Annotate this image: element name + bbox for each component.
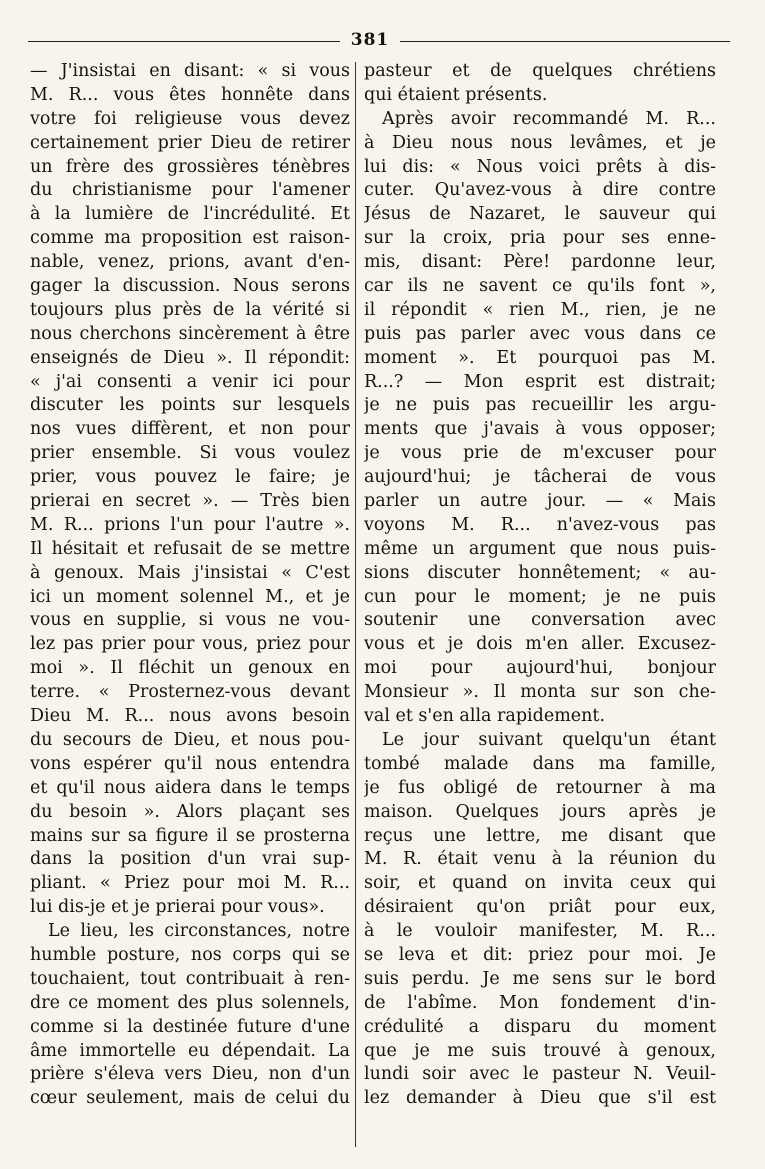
right-column-line: il répondit « rien M., rien, je ne [364,299,716,320]
left-column-line: dre ce moment des plus solennels, [30,992,350,1013]
right-column-line: que je me suis trouvé à genoux, [364,1040,716,1061]
page-header [28,30,730,52]
left-column-line: vous en supplie, si vous ne vou- [30,610,350,631]
right-column-line: je vous prie de m'excuser pour [364,443,716,464]
right-column-line: Le jour suivant quelqu'un étant [382,729,716,750]
right-column-line: de l'abîme. Mon fondement d'in- [364,992,716,1013]
right-column-line: Jésus de Nazaret, le sauveur qui [364,204,716,225]
left-column-line: comme si la destinée future d'une [30,1016,350,1037]
right-column-line: je fus obligé de retourner à ma [364,777,716,798]
right-column-line: cun pour le moment; je ne puis [364,586,716,607]
left-column-line: comme ma proposition est raison- [30,228,350,249]
left-column-line: prier, vous pouvez le faire; je [30,467,350,488]
left-column-line: prier ensemble. Si vous voulez [30,443,350,464]
right-column-line: Monsieur ». Il monta sur son che- [364,682,716,703]
right-column-line: ments que j'avais à vous opposer; [364,419,716,440]
left-column-line: âme immortelle eu dépendait. La [30,1040,350,1061]
right-column-line: car ils ne savent ce qu'ils font », [364,276,716,297]
left-column-line: à genoux. Mais j'insistai « C'est [30,562,350,583]
left-column-line: gager la discussion. Nous serons [30,276,350,297]
right-column-line: je ne puis pas recueillir les argu- [364,395,716,416]
left-column-line: Dieu M. R... nous avons besoin [30,706,350,727]
left-column-line: ici un moment solennel M., et je [30,586,350,607]
left-column-line: un frère des grossières ténèbres [30,156,350,177]
right-column-line: voyons M. R... n'avez-vous pas [364,514,716,535]
left-column-line: M. R... vous êtes honnête dans [30,84,350,105]
left-column-line: Il hésitait et refusait de se mettre [30,538,350,559]
right-column-line: soir, et quand on invita ceux qui [364,873,716,894]
right-column-line: crédulité a disparu du moment [364,1016,716,1037]
right-column-line: R...? — Mon esprit est distrait; [364,371,716,392]
left-column-line: discuter les points sur lesquels [30,395,350,416]
left-column-line: prierai en secret ». — Très bien [30,491,350,512]
right-column-line: pasteur et de quelques chrétiens [364,61,716,81]
right-column-line: mis, disant: Père! pardonne leur, [364,252,716,273]
right-column-line: aujourd'hui; je tâcherai de vous [364,467,716,488]
left-column-line: à la lumière de l'incrédulité. Et [30,204,350,225]
right-column-line: désiraient qu'on priât pour eux, [364,897,716,918]
left-column-line: touchaient, tout contribuait à ren- [30,968,350,989]
left-column-line: nos vues diffèrent, et non pour [30,419,350,440]
right-column-line: tombé malade dans ma famille, [364,753,716,774]
right-column-line: qui étaient présents. [364,84,548,105]
right-column-line: lez demander à Dieu que s'il est [364,1088,716,1109]
right-column-line: moment ». Et pourquoi pas M. [364,347,716,368]
right-column-line: puis pas parler avec vous dans ce [364,323,716,344]
left-column-line: « j'ai consenti a venir ici pour [30,371,350,392]
left-column-line: nous cherchons sincèrement à être [30,323,350,344]
right-column-line: maison. Quelques jours après je [364,801,716,822]
left-column-line: et qu'il nous aidera dans le temps [30,777,350,798]
right-column-line: à Dieu nous nous levâmes, et je [364,132,716,153]
left-column [30,60,350,1111]
right-column-line: sions discuter honnêtement; « au- [364,562,716,583]
left-column-line: humble posture, nos corps qui se [30,944,350,965]
page-number: 381 [350,30,390,50]
left-column-line: du secours de Dieu, et nous pou- [30,729,350,750]
left-column-line: vons espérer qu'il nous entendra [30,753,350,774]
left-column-line: lui dis-je et je prierai pour vous». [30,897,325,918]
right-column-line: suis perdu. Je me sens sur le bord [364,968,716,989]
left-column-line: dans la position d'un vrai sup- [30,849,350,870]
left-column-line: enseignés de Dieu ». Il répondit: [30,347,350,368]
header-rule-right [400,41,730,42]
right-column-line: reçus une lettre, me disant que [364,825,716,846]
right-column-line: cuter. Qu'avez-vous à dire contre [364,180,716,201]
left-column-line: M. R... prions l'un pour l'autre ». [30,514,350,535]
right-column-line: lundi soir avec le pasteur N. Veuil- [364,1064,716,1085]
left-column-line: du besoin ». Alors plaçant ses [30,801,350,822]
header-rule-left [28,41,340,42]
left-column-line: moi ». Il fléchit un genoux en [30,658,350,679]
left-column-line: certainement prier Dieu de retirer [30,132,350,153]
right-column-line: val et s'en alla rapidement. [364,706,606,727]
right-column-line: vous et je dois m'en aller. Excusez- [364,634,716,655]
left-column-line: nable, venez, prions, avant d'en- [30,252,350,273]
right-column-line: parler un autre jour. — « Mais [364,491,716,512]
left-column-line: lez pas prier pour vous, priez pour [30,634,350,655]
left-column-line: terre. « Prosternez-vous devant [30,682,350,703]
left-column-line: toujours plus près de la vérité si [30,299,350,320]
right-column-line: lui dis: « Nous voici prêts à dis- [364,156,716,177]
left-column-line: mains sur sa figure il se prosterna [30,825,350,846]
right-column-line: à le vouloir manifester, M. R... [364,921,716,942]
right-column-line: même un argument que nous puis- [364,538,716,559]
right-column-line: moi pour aujourd'hui, bonjour [364,658,716,679]
left-column-line: cœur seulement, mais de celui du [30,1088,350,1109]
left-column-line: pliant. « Priez pour moi M. R... [30,873,350,894]
column-divider [355,62,356,1147]
left-column-line: prière s'éleva vers Dieu, non d'un [30,1064,350,1085]
left-column-line: — J'insistai en disant: « si vous [30,61,350,81]
left-column-line: du christianisme pour l'amener [30,180,350,201]
right-column-line: se leva et dit: priez pour moi. Je [364,944,716,965]
right-column-line: soutenir une conversation avec [364,610,716,631]
right-column-line: M. R. était venu à la réunion du [364,849,716,870]
left-column-line: Le lieu, les circonstances, notre [48,921,350,942]
left-column-line: votre foi religieuse vous devez [30,108,350,129]
right-column-line: Après avoir recommandé M. R... [382,108,716,129]
right-column-line: sur la croix, pria pour ses enne- [364,228,716,249]
right-column [364,60,716,1111]
